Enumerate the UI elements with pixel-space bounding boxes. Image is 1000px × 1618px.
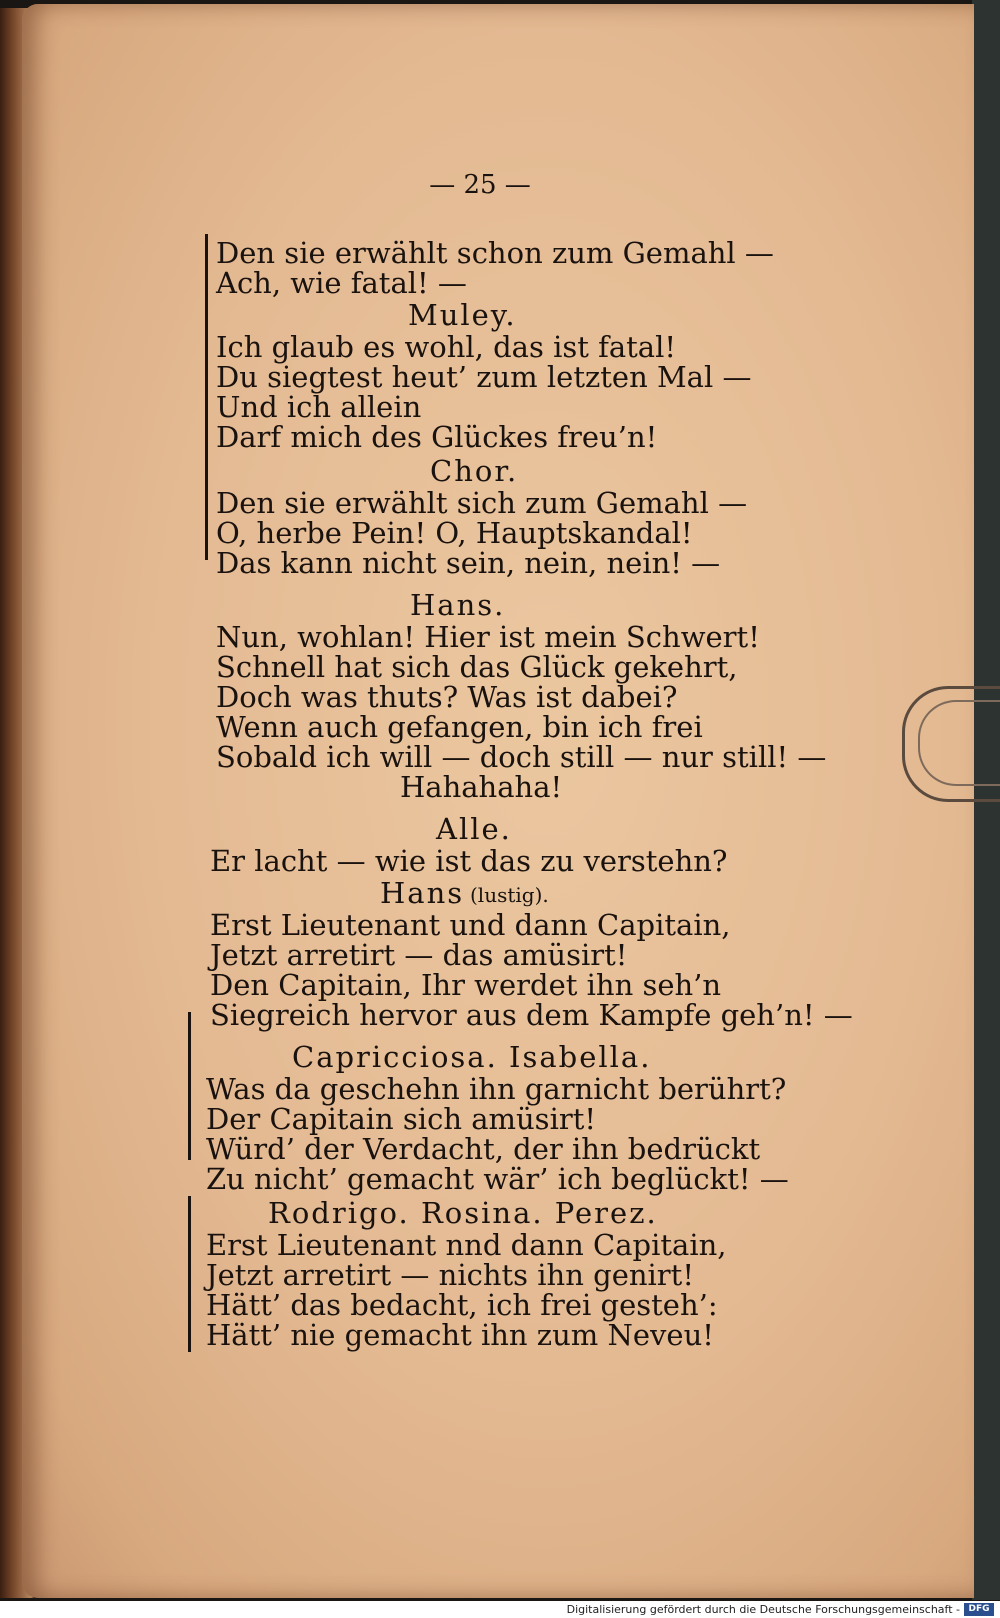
verse-line: Würd’ der Verdacht, der ihn bedrückt [206,1132,761,1166]
verse-line: Er lacht — wie ist das zu verstehn? [210,844,728,878]
verse-line: Hätt’ das bedacht, ich frei gesteh’: [206,1288,718,1322]
footer-credit: Digitalisierung gefördert durch die Deutsche Forschungsgemeinschaft - [566,1603,960,1616]
verse-line: Darf mich des Glückes freu’n! [216,420,658,454]
bracket-ensemble-2 [188,1012,191,1160]
page-number: — 25 — [429,170,531,200]
verse-line: Und ich allein [216,390,422,424]
verse-line: Wenn auch gefangen, bin ich frei [216,710,703,744]
verse-line: Das kann nicht sein, nein, nein! — [216,546,721,580]
verse-line: Der Capitain sich amüsirt! [206,1102,597,1136]
dfg-logo: DFG [964,1603,994,1616]
verse-line: Jetzt arretirt — das amüsirt! [210,938,628,972]
verse-line: Du siegtest heut’ zum letzten Mal — [216,360,752,394]
verse-line: Jetzt arretirt — nichts ihn genirt! [206,1258,694,1292]
verse-line: Erst Lieutenant nnd dann Capitain, [206,1228,727,1262]
bracket-ensemble-3 [188,1196,191,1352]
speaker-name: Hans [380,876,465,910]
verse-line: Den sie erwählt schon zum Gemahl — [216,236,774,270]
verse-line: Den sie erwählt sich zum Gemahl — [216,486,748,520]
verse-line: Den Capitain, Ihr werdet ihn seh’n [210,968,722,1002]
speaker-name: Capricciosa. Isabella. [292,1040,652,1074]
verse-line: Ach, wie fatal! — [216,266,467,300]
stage-direction: (lustig). [470,883,549,907]
verse-line: O, herbe Pein! O, Hauptskandal! [216,516,693,550]
verse-line: Ich glaub es wohl, das ist fatal! [216,330,676,364]
verse-line: Schnell hat sich das Glück gekehrt, [216,650,738,684]
verse-line: Hahahaha! [400,770,563,804]
bracket-ensemble-1 [205,234,208,560]
verse-line: Siegreich hervor aus dem Kampfe geh’n! — [210,998,853,1032]
speaker-name: Chor. [430,454,519,488]
speaker-name: Alle. [436,812,512,846]
verse-line: Hätt’ nie gemacht ihn zum Neveu! [206,1318,714,1352]
speaker-name: Rodrigo. Rosina. Perez. [268,1196,658,1230]
verse-line: Erst Lieutenant und dann Capitain, [210,908,731,942]
verse-line: Nun, wohlan! Hier ist mein Schwert! [216,620,760,654]
verse-line: Doch was thuts? Was ist dabei? [216,680,678,714]
paper-clip-inner-loop [918,700,1000,786]
verse-line: Sobald ich will — doch still — nur still! — [216,740,827,774]
speaker-name: Hans. [410,588,506,622]
verse-line: Was da geschehn ihn garnicht berührt? [206,1072,787,1106]
verse-line: Zu nicht’ gemacht wär’ ich beglückt! — [206,1162,789,1196]
speaker-name: Muley. [408,298,517,332]
